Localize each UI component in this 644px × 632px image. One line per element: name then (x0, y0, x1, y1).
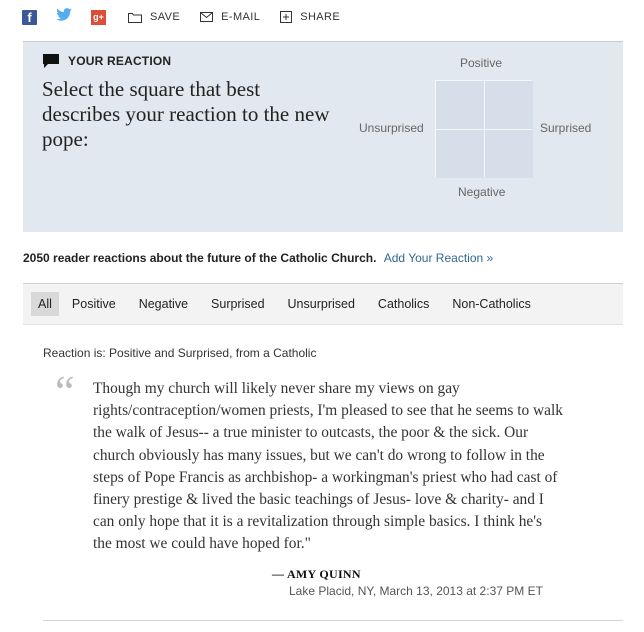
tab-positive[interactable]: Positive (71, 297, 116, 311)
tab-surprised[interactable]: Surprised (211, 297, 265, 311)
quote-mark-icon: “ (55, 367, 75, 416)
square-positive-unsurprised[interactable] (436, 81, 484, 129)
reaction-prompt: Select the square that best describes your reaction to the new pope: (42, 77, 330, 151)
envelope-icon (200, 12, 213, 22)
axis-label-unsurprised: Unsurprised (359, 121, 424, 135)
reaction-meta: Reaction is: Positive and Surprised, from a Catholic (43, 346, 317, 360)
add-reaction-link[interactable]: Add Your Reaction » (383, 251, 494, 265)
reaction-count-line (23, 251, 493, 265)
square-positive-surprised[interactable] (485, 81, 533, 129)
reaction-quote: Though my church will likely never share my views on gay rights/contraception/women priests, I'm pleased to see that he seems to walk the walk of Jesus-- a true minister to outcasts, the poor & the sick. Our church obviously has many issues, but we can't do wrong to follow in the steps of Pope Francis as archbishop- a workingman's priest who had cast of finery prestige & lived the basic teachings of Jesus- love & charity- and I can only hope that it is a revitalization through simple basics. I think he's the most we could have hoped for." (93, 380, 563, 553)
twitter-icon[interactable] (56, 8, 72, 26)
divider (43, 620, 623, 621)
facebook-icon[interactable]: f (22, 10, 37, 25)
tab-catholics[interactable]: Catholics (377, 297, 430, 311)
filter-tabs (23, 283, 623, 325)
googleplus-icon[interactable]: g+ (91, 10, 106, 25)
speech-bubble-icon (43, 54, 59, 68)
folder-icon (128, 12, 142, 23)
reaction-count-text: 2050 reader reactions about the future of the Catholic Church. (23, 251, 377, 265)
tab-unsurprised[interactable]: Unsurprised (287, 297, 355, 311)
tab-non-catholics[interactable]: Non-Catholics (452, 297, 531, 311)
save-button[interactable] (128, 11, 180, 23)
tab-negative[interactable]: Negative (138, 297, 189, 311)
reaction-author: — AMY QUINN (272, 567, 361, 581)
square-negative-surprised[interactable] (485, 130, 533, 178)
share-label: SHARE (300, 11, 341, 23)
your-reaction-label: YOUR REACTION (68, 54, 172, 68)
email-label: E-MAIL (221, 11, 261, 23)
axis-label-negative: Negative (458, 185, 506, 199)
email-button[interactable] (200, 11, 260, 23)
reaction-grid (435, 80, 532, 177)
reaction-location-time: Lake Placid, NY, March 13, 2013 at 2:37 PM ET (289, 584, 543, 598)
tab-all[interactable]: All (31, 292, 59, 316)
plus-box-icon (280, 11, 292, 23)
square-negative-unsurprised[interactable] (436, 130, 484, 178)
your-reaction-heading (43, 54, 171, 68)
save-label: SAVE (150, 11, 181, 23)
share-button[interactable] (280, 11, 340, 23)
reaction-panel (23, 41, 623, 232)
axis-label-surprised: Surprised (540, 121, 592, 135)
axis-label-positive: Positive (460, 56, 503, 70)
share-toolbar (22, 6, 360, 28)
